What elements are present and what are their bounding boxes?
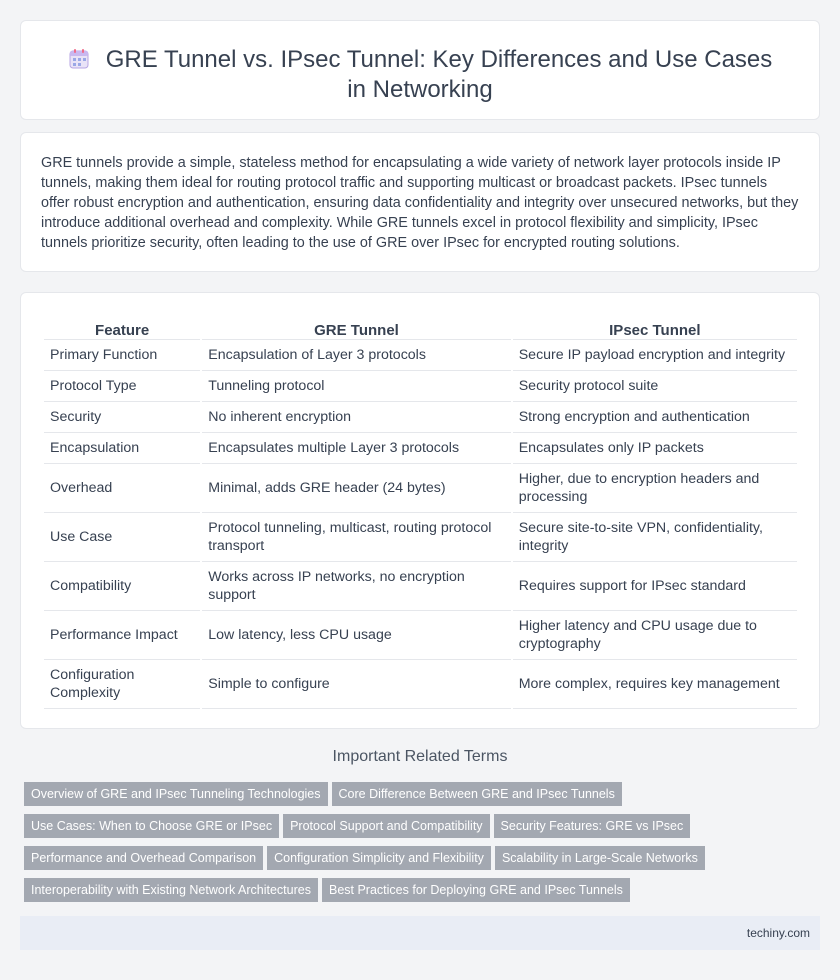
feature-cell: Performance Impact (44, 611, 200, 660)
header-feature: Feature (44, 313, 200, 340)
gre-cell: No inherent encryption (202, 402, 510, 433)
feature-cell: Compatibility (44, 562, 200, 611)
table-row (44, 611, 797, 660)
gre-cell: Encapsulation of Layer 3 protocols (202, 340, 510, 371)
term-tag[interactable]: Core Difference Between GRE and IPsec Tunnels (332, 782, 622, 806)
table-row (44, 513, 797, 562)
ipsec-cell: Higher, due to encryption headers and processing (513, 464, 797, 513)
feature-cell: Security (44, 402, 200, 433)
feature-cell: Use Case (44, 513, 200, 562)
gre-cell: Minimal, adds GRE header (24 bytes) (202, 464, 510, 513)
ipsec-cell: Higher latency and CPU usage due to cryptography (513, 611, 797, 660)
table-row (44, 340, 797, 371)
ipsec-cell: Requires support for IPsec standard (513, 562, 797, 611)
ipsec-cell: Secure IP payload encryption and integrity (513, 340, 797, 371)
table-row (44, 660, 797, 709)
ipsec-cell: Strong encryption and authentication (513, 402, 797, 433)
feature-cell: Overhead (44, 464, 200, 513)
table-row (44, 562, 797, 611)
ipsec-cell: Secure site-to-site VPN, confidentiality, integrity (513, 513, 797, 562)
feature-cell: Configuration Complexity (44, 660, 200, 709)
header-ipsec: IPsec Tunnel (513, 313, 797, 340)
title-card (20, 20, 820, 120)
page-title-text: GRE Tunnel vs. IPsec Tunnel: Key Differences and Use Cases in Networking (105, 46, 773, 103)
gre-cell: Low latency, less CPU usage (202, 611, 510, 660)
feature-cell: Protocol Type (44, 371, 200, 402)
page-title (61, 45, 779, 105)
term-tag[interactable]: Best Practices for Deploying GRE and IPsec Tunnels (322, 878, 630, 902)
term-tag[interactable]: Use Cases: When to Choose GRE or IPsec (24, 814, 279, 838)
intro-paragraph: GRE tunnels provide a simple, stateless method for encapsulating a wide variety of network layer protocols inside IP tunnels, making them ideal for routing protocol traffic and supporting multicast or broadcast packets. IPsec tunnels offer robust encryption and authentication, ensuring data confidentiality and integrity over unsecured networks, but they introduce additional overhead and complexity. While GRE tunnels excel in protocol flexibility and simplicity, IPsec tunnels prioritize security, often leading to the use of GRE over IPsec for encrypted routing solutions. (41, 155, 799, 251)
ipsec-cell: Security protocol suite (513, 371, 797, 402)
term-tag[interactable]: Overview of GRE and IPsec Tunneling Technologies (24, 782, 328, 806)
table-row (44, 402, 797, 433)
term-tag[interactable]: Interoperability with Existing Network Architectures (24, 878, 318, 902)
calendar-icon (68, 48, 90, 70)
gre-cell: Works across IP networks, no encryption support (202, 562, 510, 611)
term-tag[interactable]: Configuration Simplicity and Flexibility (267, 846, 491, 870)
intro-card (20, 132, 820, 272)
comparison-card (20, 292, 820, 729)
footer (20, 916, 820, 950)
feature-cell: Primary Function (44, 340, 200, 371)
term-tag[interactable]: Performance and Overhead Comparison (24, 846, 263, 870)
related-terms-list (24, 782, 824, 910)
table-row (44, 464, 797, 513)
header-gre: GRE Tunnel (202, 313, 510, 340)
table-row (44, 433, 797, 464)
gre-cell: Tunneling protocol (202, 371, 510, 402)
term-tag[interactable]: Security Features: GRE vs IPsec (494, 814, 691, 838)
footer-site[interactable]: techiny.com (746, 926, 810, 940)
table-header-row (44, 313, 797, 340)
ipsec-cell: More complex, requires key management (513, 660, 797, 709)
gre-cell: Simple to configure (202, 660, 510, 709)
term-tag[interactable]: Scalability in Large-Scale Networks (495, 846, 705, 870)
ipsec-cell: Encapsulates only IP packets (513, 433, 797, 464)
gre-cell: Protocol tunneling, multicast, routing protocol transport (202, 513, 510, 562)
related-terms-heading: Important Related Terms (332, 748, 508, 765)
gre-cell: Encapsulates multiple Layer 3 protocols (202, 433, 510, 464)
table-row (44, 371, 797, 402)
feature-cell: Encapsulation (44, 433, 200, 464)
term-tag[interactable]: Protocol Support and Compatibility (283, 814, 489, 838)
comparison-table (42, 313, 799, 709)
